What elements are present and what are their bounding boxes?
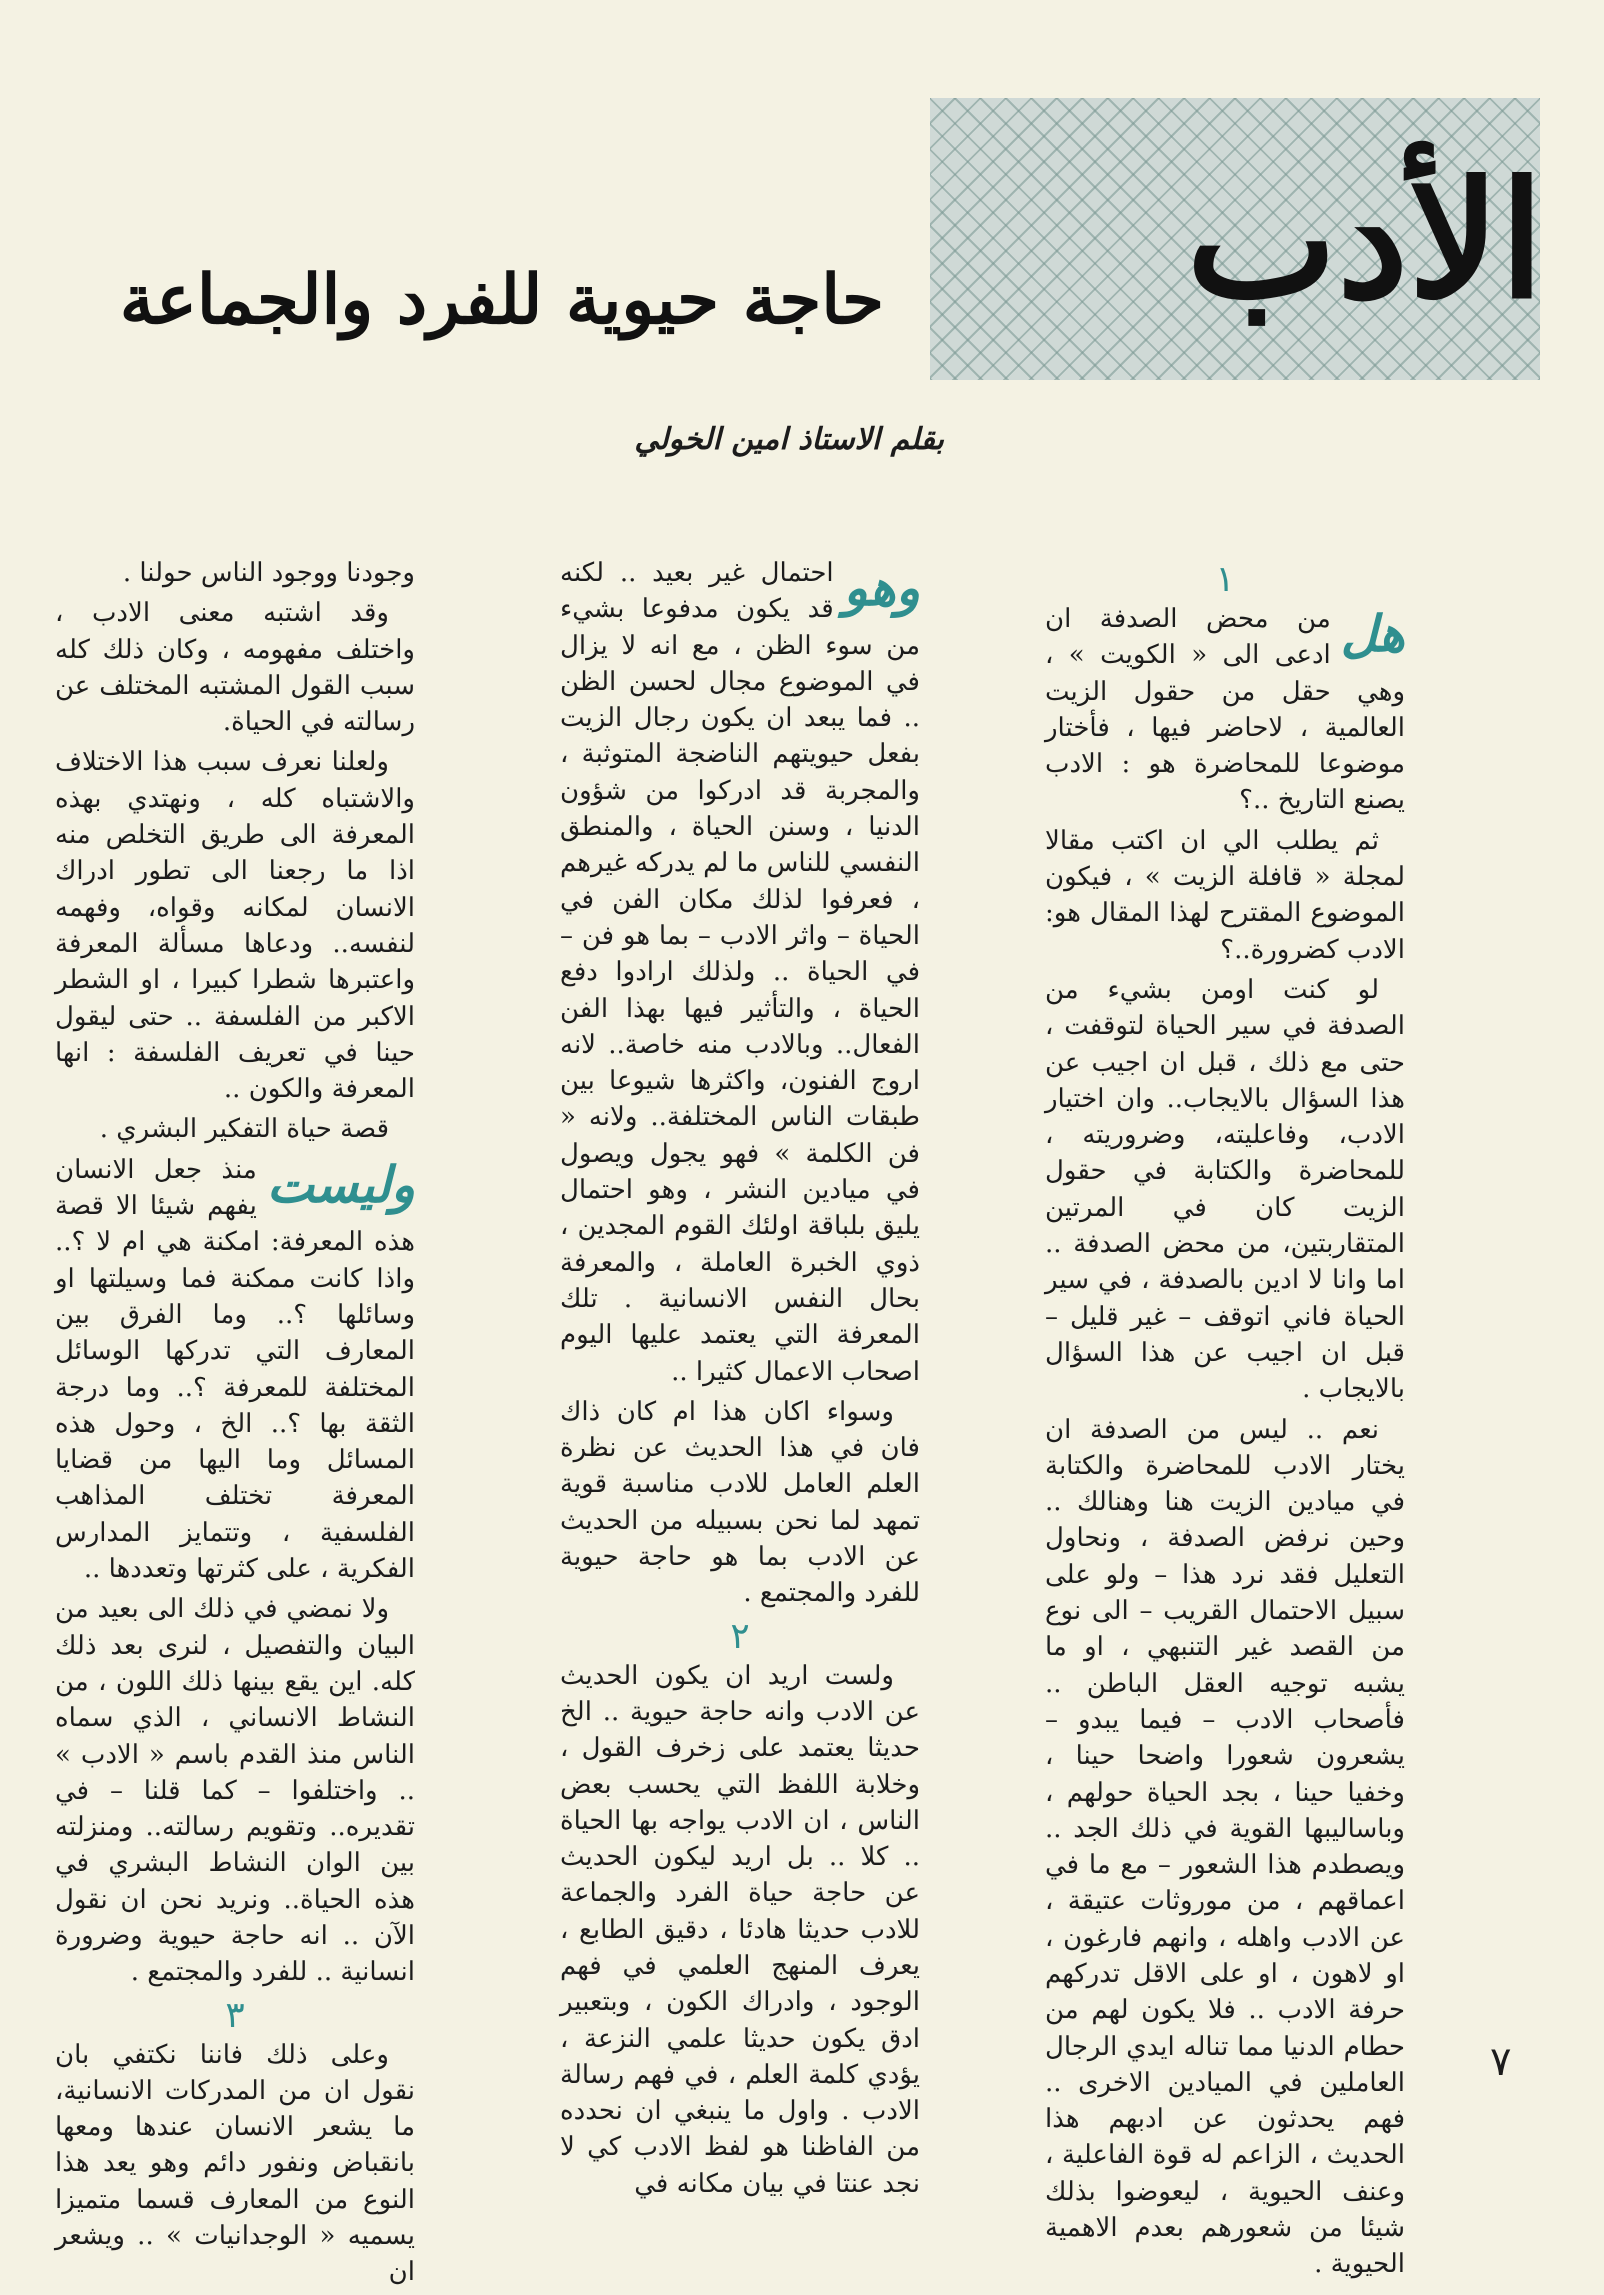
initial-word-3: وليست xyxy=(266,1154,415,1214)
paragraph: وجودنا ووجود الناس حولنا . xyxy=(122,558,415,588)
paragraph: ولا نمضي في ذلك الى بعيد من البيان والتفصيل ، لنرى بعد ذلك كله. اين يقع بينها ذلك اللون ، من النشاط الانساني ، الذي سماه الناس منذ القدم باسم « الادب » .. واختلفوا – كما قلنا – في تقديره.. وتقويم رسالته.. ومنزلته بين الوان النشاط البشري في هذه الحياة.. ونريد نحن ان نقول الآن .. انه حاجة حيوية وضرورة انسانية .. للفرد والمجتمع . xyxy=(55,1594,415,1988)
author-byline: بقلم الاستاذ امين الخولي xyxy=(634,422,944,457)
section-number-3: ٣ xyxy=(225,1994,245,2036)
paragraph: ولست اريد ان يكون الحديث عن الادب وانه حاجة حيوية .. الخ حديثا يعتمد على زخرف القول ، وخلابة اللفظ التي يحسب بعض الناس ، ان الادب يواجه بها الحياة .. كلا .. بل اريد ليكون الحديث عن حاجة حياة الفرد والجماعة للادب حديثا هادئا ، دقيق الطابع ، يعرف المنهج العلمي في فهم الوجود ، وادراك الكون ، وبتعبير ادق يكون حديثا علمي النزعة ، يؤدي كلمة العلم ، في فهم رسالة الادب . واول ما ينبغي ان نحدده من الفاظنا هو لفظ الادب كي لا نجد عنتا في بيان مكانه في xyxy=(560,1660,920,2199)
paragraph: وقد اشتبه معنى الادب ، واختلف مفهومه ، وكان ذلك كله سبب القول المشتبه المختلف عن رسالته في الحياة. xyxy=(55,598,415,738)
paragraph: نعم .. ليس من الصدفة ان يختار الادب للمحاضرة والكتابة في ميادين الزيت هنا وهنالك .. وحين نرفض الصدفة ، ونحاول التعليل فقد نرد هذا – ولو على سبيل الاحتمال القريب – الى نوع من القصد غير التنبهي ، او ما يشبه توجيه العقل الباطن .. فأصحاب الادب – فيما يبدو – يشعرون شعورا واضحا حينا ، وخفيا حينا ، بجد الحياة حولهم ، وباساليبها القوية في ذلك الجد .. ويصطدم هذا الشعور – مع ما في اعماقهم ، من موروثات عتيقة ، عن الادب واهله ، وانهم فارغون ، او لاهون ، او على الاقل تدركهم حرفة الادب .. فلا يكون لهم من حطام الدنيا مما تناله ايدي الرجال العاملين في الميادين الاخرى .. فهم يحدثون عن ادبهم هذا الحديث ، الزاعم له قوة الفاعلية ، وعنف الحيوية ، ليعوضوا بذلك شيئا من شعورهم بعدم الاهمية الحيوية . xyxy=(1045,1414,1405,2280)
paragraph: وعلى ذلك فاننا نكتفي بان نقول ان من المدركات الانسانية، ما يشعر الانسان عندها ومعها بانقباض ونفور دائم وهو يعد هذا النوع من المعارف قسما متميزا يسميه « الوجدانيات » .. ويشعر ان xyxy=(55,2039,415,2288)
paragraph: احتمال غير بعيد .. لكنه قد يكون مدفوعا بشيء من سوء الظن ، مع انه لا يزال في الموضوع مجال لحسن الظن .. فما يبعد ان يكون رجال الزيت بفعل حيويتهم الناضجة المتوثبة ، والمجربة قد ادركوا من شؤون الدنيا ، وسنن الحياة ، والمنطق النفسي للناس ما لم يدركه غيرهم ، فعرفوا لذلك مكان الفن في الحياة – واثر الادب – بما هو فن – في الحياة .. ولذلك ارادوا دفع الحياة ، والتأثير فيها بهذا الفن الفعال.. وبالادب منه خاصة.. لانه اروج الفنون، واكثرها شيوعا بين طبقات الناس المختلفة.. ولانه « فن الكلمة » فهو يجول ويصول في ميادين النشر ، وهو احتمال يليق بلباقة اولئك القوم المجدين ، ذوي الخبرة العاملة ، والمعرفة بحال النفس الانسانية . تلك المعرفة التي يعتمد عليها اليوم اصحاب الاعمال كثيرا .. xyxy=(559,558,920,1387)
section-number-1: ١ xyxy=(1215,559,1235,600)
page-number: ٧ xyxy=(1490,2039,1512,2085)
paragraph: ولعلنا نعرف سبب هذا الاختلاف والاشتباه كله ، ونهتدي بهذه المعرفة الى طريق التخلص منه اذا ما رجعنا الى تطور ادراك الانسان لمكانه وقواه، وفهمه لنفسه.. ودعاها مسألة المعرفة واعتبرها شطرا كبيرا ، او الشطر الاكبر من الفلسفة .. حتى ليقول حينا في تعريف الفلسفة : انها المعرفة والكون .. xyxy=(55,747,415,1105)
page-subtitle: حاجة حيوية للفرد والجماعة xyxy=(119,260,884,340)
paragraph: من محض الصدفة ان ادعى الى « الكويت » ، وهي حقل من حقول الزيت العالمية ، لاحاضر فيها ، فأختار موضوعا للمحاضرة هو : الادب يصنع التاريخ ..؟ xyxy=(1045,604,1405,816)
article-column-1 xyxy=(1045,555,1405,2287)
initial-word-1: هل xyxy=(1340,604,1405,663)
paragraph: منذ جعل الانسان يفهم شيئا الا قصة هذه المعرفة: امكنة هي ام لا ؟.. واذا كانت ممكنة فما وسيلتها او وسائلها ؟.. وما الفرق بين المعارف التي تدركها الوسائل المختلفة للمعرفة ؟.. وما درجة الثقة بها ؟.. الخ ، وحول هذه المسائل وما اليها من قضايا المعرفة تختلف المذاهب الفلسفية ، وتتمايز المدارس الفكرية ، على كثرتها وتعددها .. xyxy=(55,1154,415,1585)
paragraph: لو كنت اومن بشيء من الصدفة في سير الحياة لتوقفت ، حتى مع ذلك ، قبل ان اجيب عن هذا السؤال بالايجاب.. وان اختيار الادب، وفاعليته، وضروريته ، للمحاضرة والكتابة في حقول الزيت كان في المرتين المتقاربتين، من محض الصدفة .. اما وانا لا ادين بالصدفة ، في سير الحياة فاني اتوقف – غير قليل – قبل ان اجيب عن هذا السؤال بالايجاب . xyxy=(1045,974,1405,1405)
initial-word-2: وهو xyxy=(843,558,920,617)
paragraph: قصة حياة التفكير البشري . xyxy=(99,1114,389,1145)
page-title: الأدب xyxy=(1186,146,1544,334)
article-column-3 xyxy=(55,555,415,2295)
paragraph: ثم يطلب الي ان اكتب مقالا لمجلة « قافلة الزيت » ، فيكون الموضوع المقترح لهذا المقال هو: الادب كضرورة..؟ xyxy=(1045,825,1405,965)
section-number-2: ٢ xyxy=(730,1615,750,1657)
paragraph: وسواء اكان هذا ام كان ذاك فان في هذا الحديث عن نظرة العلم العامل للادب مناسبة قوية تمهد لما نحن بسبيله من الحديث عن الادب بما هو حاجة حيوية للفرد والمجتمع . xyxy=(560,1396,920,1609)
article-column-2 xyxy=(560,555,920,2206)
